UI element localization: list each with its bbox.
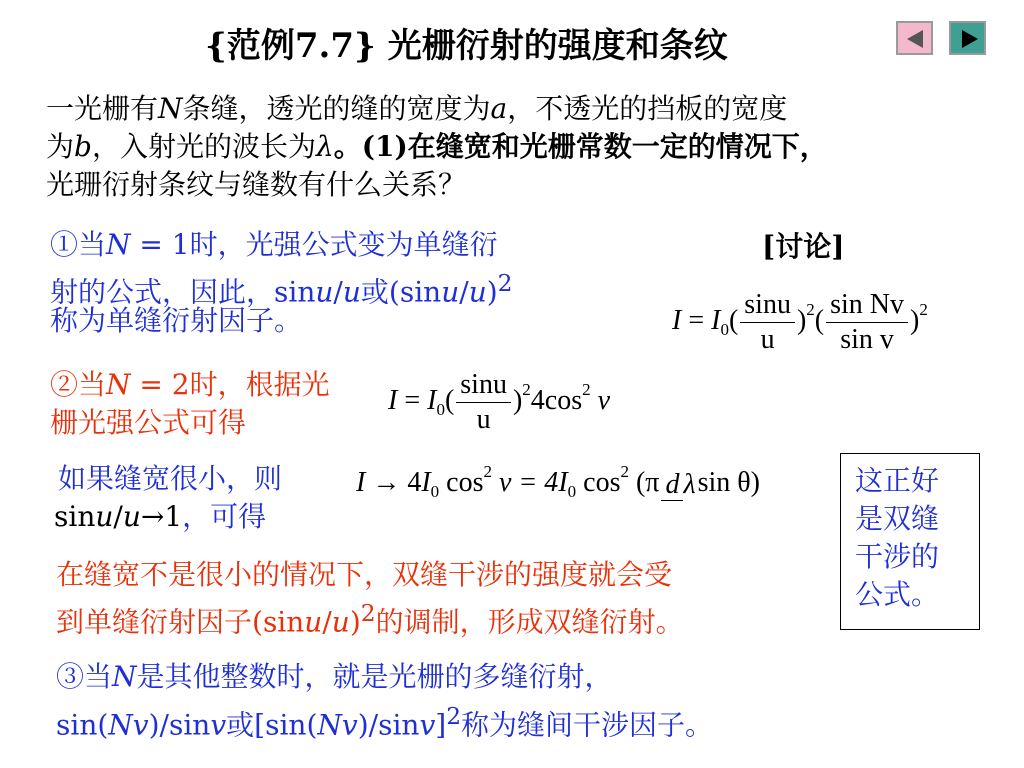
modulation-line-1: 在缝宽不是很小的情况下，双缝干涉的强度就会受 [56,558,673,591]
case1-line-1: ①当N = 1时，光强公式变为单缝衍 [50,228,498,261]
fraction: $\frac{\sin u}{u}$ [456,368,511,437]
modulation-line-2: 到单缝衍射因子$(\sin u/u)^2$的调制，形成双缝衍射。 [56,599,684,639]
problem-line-2: 为b，入射光的波长为λ。(1)在缝宽和光栅常数一定的情况下， [46,130,828,163]
case2-line-2: 栅光强公式可得 [50,406,247,439]
case1-line-3: 称为单缝衍射因子。 [50,304,303,337]
prev-slide-button[interactable] [896,21,933,55]
fraction: d λ [661,469,695,501]
equation-double-slit-limit: $I \to 4I_0$ $\cos^2 v = 4I_0$ $\cos^2 (\pi$ d λsin θ) [356,462,760,501]
problem-line-3: 光珊衍射条纹与缝数有什么关系？ [46,168,467,201]
page-title: {范例7.7} 光栅衍射的强度和条纹 [205,26,728,66]
case3-line-1: ③当N是其他整数时，就是光栅的多缝衍射， [56,660,613,693]
triangle-left-icon [907,30,923,48]
discussion-label: [讨论] [762,230,845,263]
equation-single-slit-grating: $I = I_0$( $\frac{\sin u}{u}$ )$^2$( $\frac{\text{sin Nv}}{\text{sin v}}$ )$^2$ [672,289,928,355]
problem-line-1: 一光栅有N条缝，透光的缝的宽度为a，不透光的挡板的宽度 [46,92,788,125]
note-box-text: 这正好 是双缝 干涉的 公式。 [855,464,940,611]
small-slit-line-1: 如果缝宽很小，则 [58,462,283,495]
case2-line-1: ②当N = 2时，根据光 [50,368,330,401]
fraction: $\frac{\sin u}{u}$ [740,288,795,357]
case1-line-2: 射的公式，因此，sinu/u或$(\sin u/u)^2$ [50,269,513,309]
case3-line-2: sin(Nv)/sinv或$[\sin(Nv)/\sin v]^2$称为缝间干涉因子。 [56,702,714,742]
fraction: $\frac{\text{sin Nv}}{\text{sin v}}$ [826,288,908,357]
small-slit-line-2: sinu/u→1，可得 [54,500,267,533]
triangle-right-icon [962,30,978,48]
equation-double-slit: $I = I_0$( $\frac{\sin u}{u}$ )$^24\cos^2$ v [388,369,611,435]
next-slide-button[interactable] [949,21,986,55]
